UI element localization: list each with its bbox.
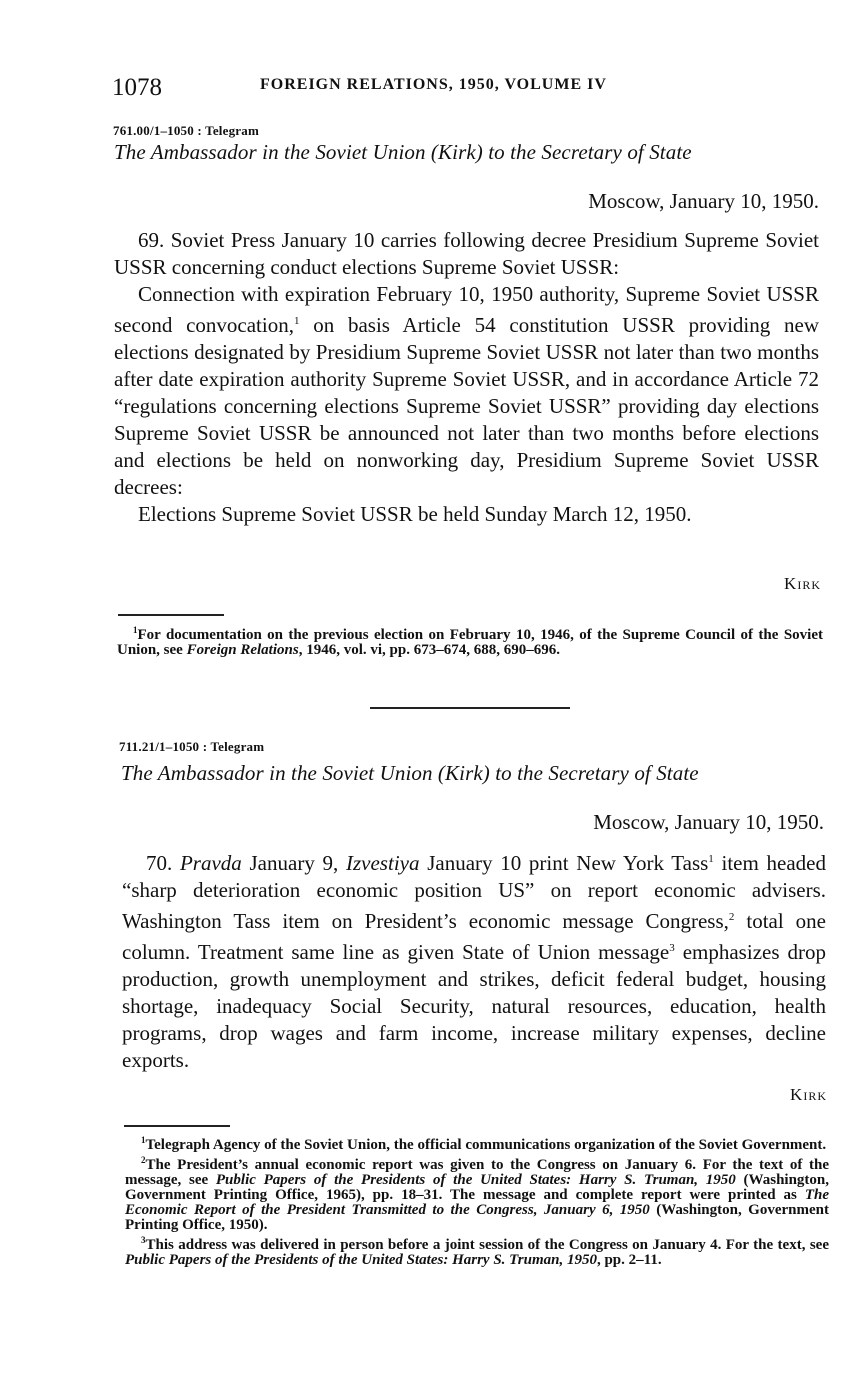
footnote-ref[interactable]: 3 [669, 942, 675, 954]
file-reference: 761.00/1–1050 : Telegram [113, 123, 259, 138]
document-heading: The Ambassador in the Soviet Union (Kirk) to the Secretary of State [121, 761, 699, 785]
footnote: $^1$For documentation on the previous election on February 10, 1946, of the Supreme Council of the Soviet Union, see Foreign Relations, 1946, vol. vi, pp. 673–674, 688, 690–696. [117, 625, 823, 658]
document-heading: The Ambassador in the Soviet Union (Kirk) to the Secretary of State [114, 140, 692, 164]
page-number: 1078 [112, 74, 162, 101]
paragraph: 70. Pravda January 9, Izvestiya January 10 print New York Tass$^1$ item headed “sharp deterioration economic position US” on report economic advisers. Washington Tass item on President’s economic message Congress,$^2$ total one column. Treatment same line as given State of Union message$^3$ emphasizes drop production, growth unemployment and strikes, deficit federal budget, housing shortage, inadequacy Social Security, natural resources, education, health programs, drop wages and farm income, increase military expenses, decline exports. [122, 851, 827, 1072]
footnote-ref[interactable]: 1 [293, 315, 300, 327]
file-reference: 711.21/1–1050 : Telegram [119, 739, 265, 754]
footnote: $^3$This address was delivered in person before a joint session of the Congress on January 4. For the text, see Public Papers of the Presidents of the United States: Harry S. Truman, 1950, pp. 2–11. [125, 1235, 829, 1268]
footnote: $^1$Telegraph Agency of the Soviet Union, the official communications organization of the Soviet Government. [141, 1135, 827, 1153]
dateline: Moscow, January 10, 1950. [588, 189, 819, 213]
paragraph: 69. Soviet Press January 10 carries following decree Presidium Supreme Soviet USSR concerning conduct elections Supreme Soviet USSR: [114, 228, 819, 279]
footnote-ref[interactable]: 2 [728, 911, 735, 923]
document-body [122, 846, 826, 1074]
running-title: FOREIGN RELATIONS, 1950, VOLUME IV [260, 76, 607, 93]
signature: Kirk [784, 574, 821, 593]
footnotes [117, 623, 823, 658]
footnotes [125, 1133, 829, 1268]
footnote-rule [118, 614, 224, 616]
footnote-rule [124, 1125, 230, 1127]
document-body [114, 227, 819, 528]
footnote: $^2$The President’s annual economic report was given to the Congress on January 6. For the text of the message, see Public Papers of the Presidents of the United States: Harry S. Truman, 1950 (Washington, Government Printing Office, 1965), pp. 18–31. The message and complete report were printed as The Economic Report of the President Transmitted to the Congress, January 6, 1950 (Washington, Government Printing Office, 1950). [125, 1155, 830, 1233]
signature: Kirk [790, 1085, 827, 1104]
section-separator [370, 707, 570, 709]
footnote-ref[interactable]: 1 [708, 853, 714, 865]
dateline: Moscow, January 10, 1950. [593, 810, 824, 834]
paragraph: Elections Supreme Soviet USSR be held Sunday March 12, 1950. [138, 502, 692, 526]
paragraph: Connection with expiration February 10, 1950 authority, Supreme Soviet USSR second convocation,$^1$ on basis Article 54 constitution USSR providing new elections designated by Presidium Supreme Soviet USSR not later than two months after date expiration authority Supreme Soviet USSR, and in accordance Article 72 “regulations concerning elections Supreme Soviet USSR” providing day elections Supreme Soviet USSR be announced not later than two months before elections and elections be held on nonworking day, Presidium Supreme Soviet USSR decrees: [114, 282, 819, 499]
